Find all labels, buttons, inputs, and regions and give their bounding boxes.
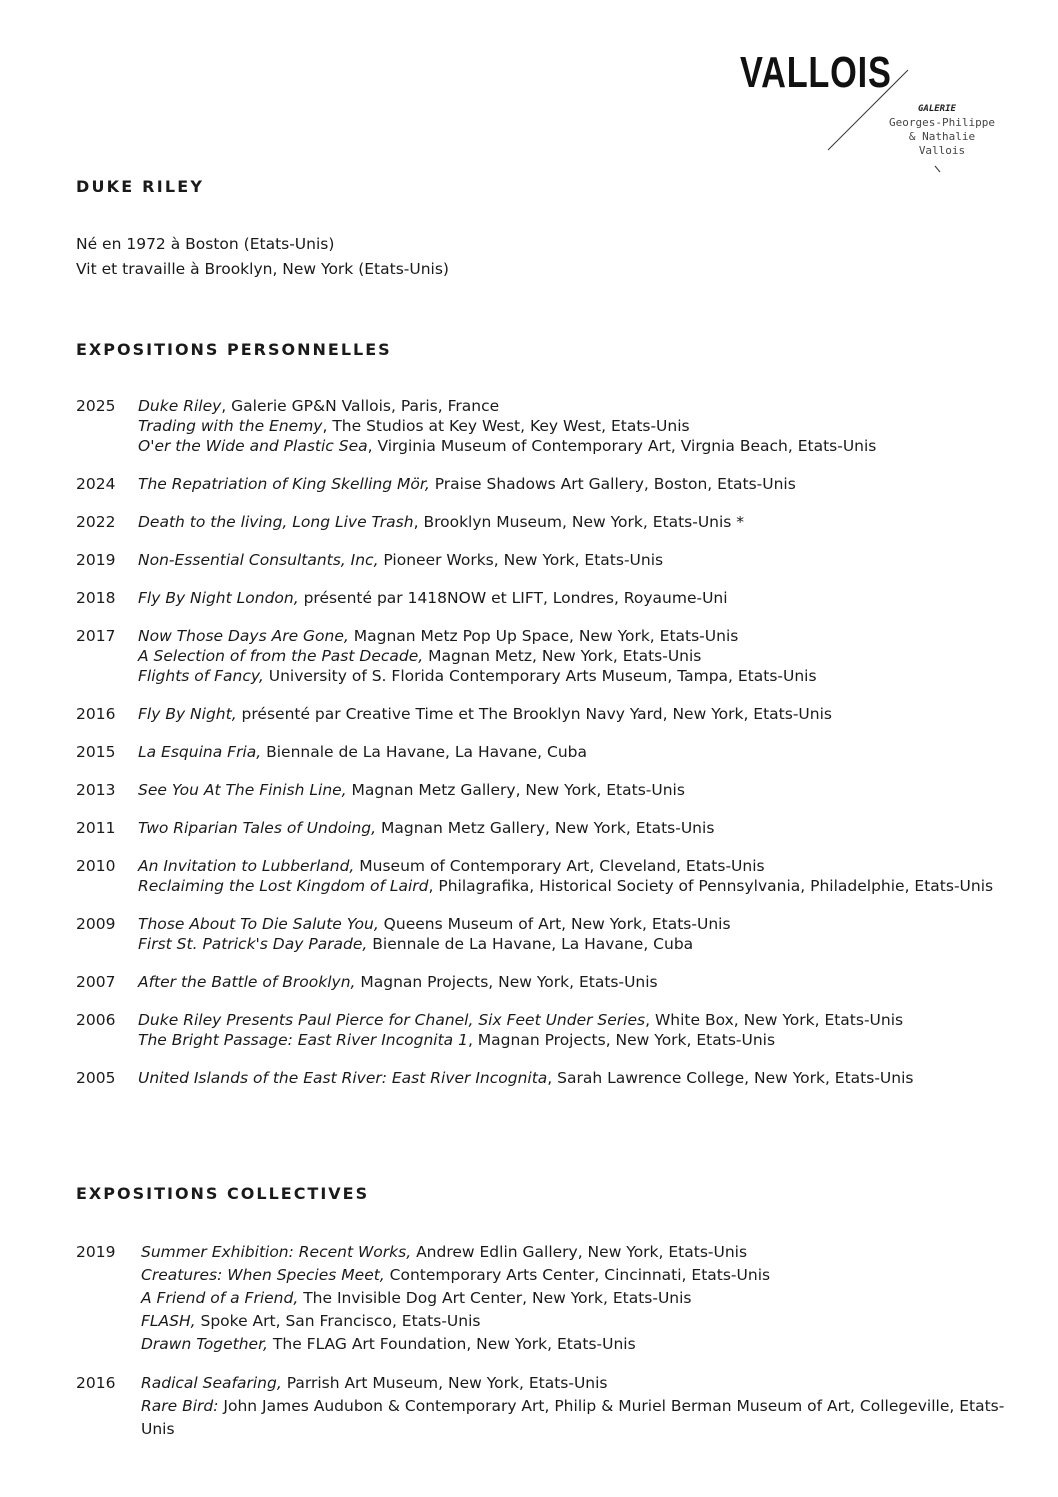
exhibition-venue: , The Studios at Key West, Key West, Etats-Unis — [322, 417, 690, 435]
exhibition-year: 2011 — [76, 819, 116, 837]
exhibition-entry — [76, 914, 1016, 954]
group-exhibitions-list — [76, 1241, 1016, 1457]
exhibition-item — [138, 914, 1016, 934]
exhibition-entry — [76, 1372, 1016, 1441]
exhibition-items — [141, 1372, 1016, 1441]
exhibition-year: 2016 — [76, 1374, 116, 1392]
exhibition-year: 2019 — [76, 1243, 116, 1261]
exhibition-venue: présenté par Creative Time et The Brooklyn Navy Yard, New York, Etats-Unis — [236, 705, 832, 723]
exhibition-entry — [76, 474, 1016, 494]
exhibition-entry — [76, 972, 1016, 992]
bio-residence: Vit et travaille à Brooklyn, New York (Etats-Unis) — [76, 260, 449, 278]
exhibition-item — [141, 1395, 1016, 1441]
exhibition-venue: Magnan Metz, New York, Etats-Unis — [423, 647, 702, 665]
exhibition-venue: University of S. Florida Contemporary Arts Museum, Tampa, Etats-Unis — [263, 667, 817, 685]
exhibition-title: A Selection of from the Past Decade, — [138, 647, 424, 665]
logo-galerie: GALERIE — [918, 104, 956, 114]
solo-exhibitions-list — [76, 396, 1016, 1106]
exhibition-title: Summer Exhibition: Recent Works, — [141, 1243, 412, 1261]
exhibition-entry — [76, 856, 1016, 896]
exhibition-items — [138, 1068, 1016, 1088]
exhibition-year: 2022 — [76, 513, 116, 531]
exhibition-entry — [76, 818, 1016, 838]
exhibition-venue: , White Box, New York, Etats-Unis — [645, 1011, 904, 1029]
exhibition-venue: présenté par 1418NOW et LIFT, Londres, Royaume-Uni — [298, 589, 728, 607]
exhibition-items — [138, 512, 1016, 532]
group-exhibitions-heading: EXPOSITIONS COLLECTIVES — [76, 1184, 370, 1203]
exhibition-item — [141, 1264, 1016, 1287]
exhibition-title: Flights of Fancy, — [138, 667, 264, 685]
artist-bio — [76, 232, 449, 282]
exhibition-item — [138, 474, 1016, 494]
exhibition-items — [138, 588, 1016, 608]
exhibition-item — [138, 436, 1016, 456]
exhibition-items — [138, 1010, 1016, 1050]
solo-exhibitions-heading: EXPOSITIONS PERSONNELLES — [76, 340, 392, 359]
exhibition-item — [138, 856, 1016, 876]
exhibition-year: 2024 — [76, 475, 116, 493]
exhibition-title: Drawn Together, — [141, 1335, 268, 1353]
exhibition-year: 2019 — [76, 551, 116, 569]
exhibition-venue: Magnan Metz Gallery, New York, Etats-Unis — [346, 781, 685, 799]
exhibition-title: La Esquina Fria, — [138, 743, 262, 761]
exhibition-item — [138, 512, 1016, 532]
exhibition-venue: Parrish Art Museum, New York, Etats-Unis — [281, 1374, 608, 1392]
gallery-logo — [740, 48, 1030, 188]
exhibition-venue: , Magnan Projects, New York, Etats-Unis — [467, 1031, 776, 1049]
exhibition-year: 2016 — [76, 705, 116, 723]
bio-birth: Né en 1972 à Boston (Etats-Unis) — [76, 235, 335, 253]
exhibition-items — [138, 742, 1016, 762]
exhibition-entry — [76, 704, 1016, 724]
exhibition-items — [138, 780, 1016, 800]
logo-wordmark: VALLOIS — [740, 48, 892, 97]
exhibition-venue: Biennale de La Havane, La Havane, Cuba — [261, 743, 587, 761]
exhibition-title: Now Those Days Are Gone, — [138, 627, 349, 645]
exhibition-entry — [76, 588, 1016, 608]
exhibition-item — [138, 626, 1016, 646]
exhibition-item — [138, 704, 1016, 724]
exhibition-title: FLASH, — [141, 1312, 196, 1330]
exhibition-items — [138, 818, 1016, 838]
exhibition-items — [141, 1241, 1016, 1356]
exhibition-venue: The Invisible Dog Art Center, New York, Etats-Unis — [298, 1289, 692, 1307]
exhibition-title: Creatures: When Species Meet, — [141, 1266, 385, 1284]
exhibition-items — [138, 474, 1016, 494]
exhibition-venue: Magnan Projects, New York, Etats-Unis — [355, 973, 658, 991]
exhibition-item — [138, 416, 1016, 436]
exhibition-title: See You At The Finish Line, — [138, 781, 347, 799]
exhibition-title: United Islands of the East River: East River Incognita — [138, 1069, 548, 1087]
exhibition-item — [138, 876, 1016, 896]
exhibition-venue: The FLAG Art Foundation, New York, Etats-Unis — [267, 1335, 636, 1353]
exhibition-items — [138, 550, 1016, 570]
exhibition-entry — [76, 780, 1016, 800]
exhibition-entry — [76, 1241, 1016, 1356]
exhibition-title: Death to the living, Long Live Trash — [138, 513, 414, 531]
exhibition-title: Reclaiming the Lost Kingdom of Laird — [138, 877, 429, 895]
exhibition-year: 2018 — [76, 589, 116, 607]
exhibition-venue: , Brooklyn Museum, New York, Etats-Unis * — [413, 513, 745, 531]
exhibition-year: 2017 — [76, 627, 116, 645]
exhibition-venue: Praise Shadows Art Gallery, Boston, Etats-Unis — [429, 475, 796, 493]
exhibition-year: 2007 — [76, 973, 116, 991]
exhibition-venue: , Sarah Lawrence College, New York, Etats-Unis — [547, 1069, 914, 1087]
exhibition-year: 2005 — [76, 1069, 116, 1087]
exhibition-item — [138, 588, 1016, 608]
exhibition-year: 2015 — [76, 743, 116, 761]
exhibition-venue: , Galerie GP&N Vallois, Paris, France — [221, 397, 500, 415]
exhibition-item — [138, 780, 1016, 800]
exhibition-item — [138, 396, 1016, 416]
exhibition-item — [138, 972, 1016, 992]
exhibition-title: A Friend of a Friend, — [141, 1289, 299, 1307]
exhibition-items — [138, 396, 1016, 456]
exhibition-item — [138, 934, 1016, 954]
exhibition-item — [138, 742, 1016, 762]
exhibition-items — [138, 972, 1016, 992]
exhibition-year: 2006 — [76, 1011, 116, 1029]
exhibition-item — [141, 1287, 1016, 1310]
exhibition-title: The Repatriation of King Skelling Mör, — [138, 475, 430, 493]
exhibition-item — [138, 1010, 1016, 1030]
exhibition-title: Two Riparian Tales of Undoing, — [138, 819, 377, 837]
exhibition-year: 2009 — [76, 915, 116, 933]
exhibition-items — [138, 856, 1016, 896]
exhibition-entry — [76, 1068, 1016, 1088]
exhibition-entry — [76, 626, 1016, 686]
exhibition-venue: Biennale de La Havane, La Havane, Cuba — [367, 935, 694, 953]
exhibition-items — [138, 704, 1016, 724]
exhibition-entry — [76, 512, 1016, 532]
exhibition-venue: Pioneer Works, New York, Etats-Unis — [378, 551, 664, 569]
exhibition-year: 2010 — [76, 857, 116, 875]
exhibition-item — [138, 646, 1016, 666]
exhibition-items — [138, 914, 1016, 954]
exhibition-year: 2025 — [76, 397, 116, 415]
exhibition-item — [138, 1030, 1016, 1050]
exhibition-title: Duke Riley — [138, 397, 222, 415]
logo-names — [872, 116, 1012, 158]
exhibition-item — [138, 818, 1016, 838]
exhibition-item — [138, 1068, 1016, 1088]
exhibition-entry — [76, 1010, 1016, 1050]
exhibition-title: Non-Essential Consultants, Inc, — [138, 551, 379, 569]
exhibition-venue: Contemporary Arts Center, Cincinnati, Etats-Unis — [384, 1266, 771, 1284]
exhibition-title: An Invitation to Lubberland, — [138, 857, 355, 875]
exhibition-venue: , Philagrafika, Historical Society of Pennsylvania, Philadelphie, Etats-Unis — [428, 877, 994, 895]
exhibition-title: Rare Bird: — [141, 1397, 219, 1415]
exhibition-title: Fly By Night London, — [138, 589, 299, 607]
exhibition-title: First St. Patrick's Day Parade, — [138, 935, 368, 953]
logo-name-line: Vallois — [918, 144, 966, 157]
artist-name: DUKE RILEY — [76, 177, 205, 196]
exhibition-title: Trading with the Enemy — [138, 417, 323, 435]
exhibition-entry — [76, 550, 1016, 570]
exhibition-title: Fly By Night, — [138, 705, 237, 723]
exhibition-item — [141, 1310, 1016, 1333]
exhibition-title: Duke Riley Presents Paul Pierce for Chanel, Six Feet Under Series — [138, 1011, 646, 1029]
exhibition-item — [141, 1333, 1016, 1356]
exhibition-title: The Bright Passage: East River Incognita 1 — [138, 1031, 468, 1049]
exhibition-title: Radical Seafaring, — [141, 1374, 282, 1392]
exhibition-year: 2013 — [76, 781, 116, 799]
exhibition-title: After the Battle of Brooklyn, — [138, 973, 356, 991]
logo-name-line: & Nathalie — [908, 130, 976, 143]
exhibition-venue: Magnan Metz Gallery, New York, Etats-Unis — [376, 819, 715, 837]
exhibition-venue: Museum of Contemporary Art, Cleveland, Etats-Unis — [354, 857, 765, 875]
logo-name-line: Georges-Philippe — [889, 116, 995, 129]
exhibition-entry — [76, 396, 1016, 456]
exhibition-venue: Magnan Metz Pop Up Space, New York, Etats-Unis — [348, 627, 739, 645]
exhibition-title: Those About To Die Salute You, — [138, 915, 379, 933]
exhibition-venue: , Virginia Museum of Contemporary Art, Virgnia Beach, Etats-Unis — [367, 437, 877, 455]
exhibition-title: O'er the Wide and Plastic Sea — [138, 437, 368, 455]
exhibition-item — [138, 550, 1016, 570]
exhibition-entry — [76, 742, 1016, 762]
exhibition-venue: Andrew Edlin Gallery, New York, Etats-Unis — [411, 1243, 748, 1261]
exhibition-venue: John James Audubon & Contemporary Art, Philip & Muriel Berman Museum of Art, Collegeville, Etats-Unis — [141, 1397, 1005, 1438]
exhibition-venue: Spoke Art, San Francisco, Etats-Unis — [195, 1312, 481, 1330]
exhibition-item — [138, 666, 1016, 686]
exhibition-item — [141, 1241, 1016, 1264]
exhibition-item — [141, 1372, 1016, 1395]
exhibition-items — [138, 626, 1016, 686]
exhibition-venue: Queens Museum of Art, New York, Etats-Unis — [378, 915, 731, 933]
